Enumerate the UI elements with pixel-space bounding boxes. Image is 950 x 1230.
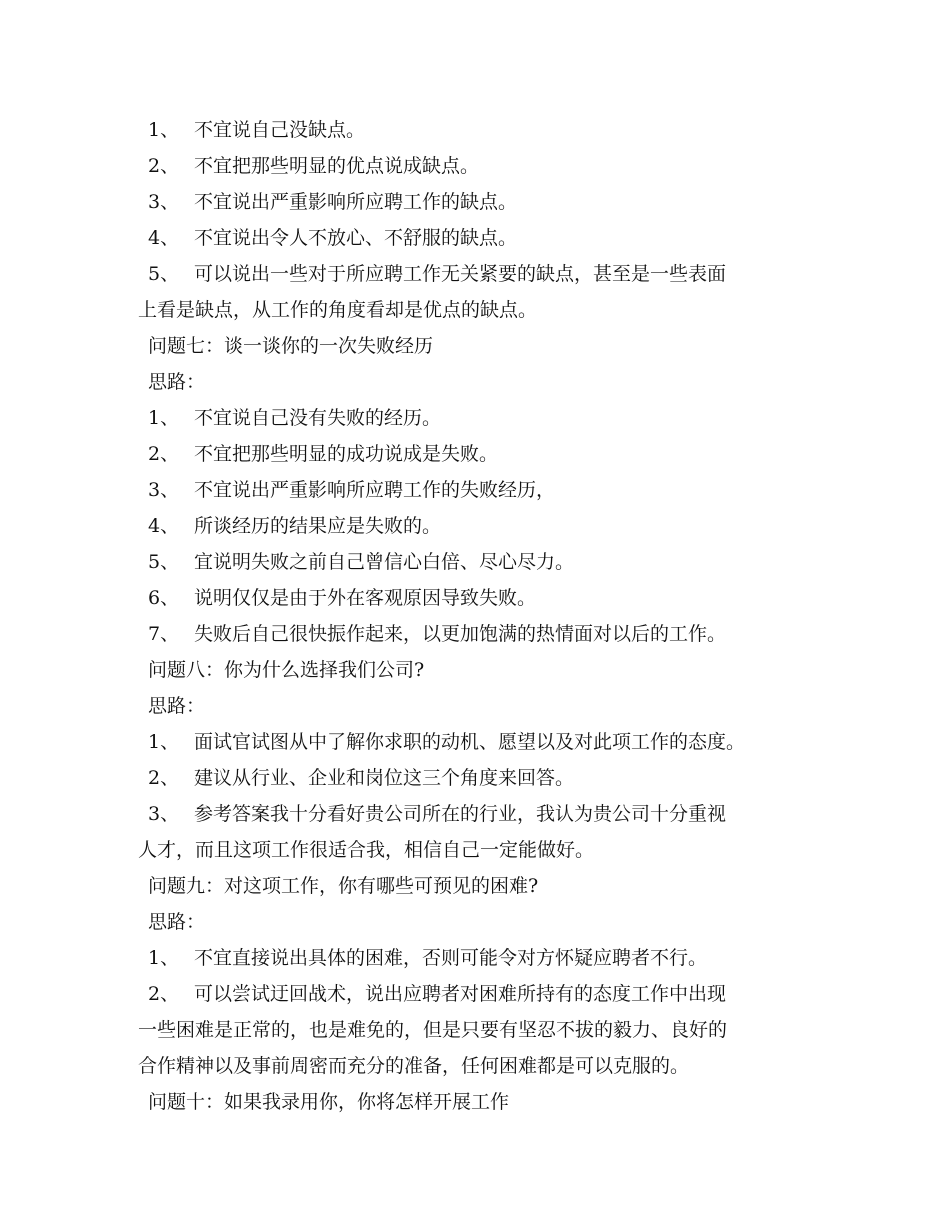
item-number: 6、 xyxy=(148,587,180,609)
item-number: 1、 xyxy=(148,119,180,141)
list-item xyxy=(138,256,828,292)
list-item xyxy=(138,796,828,832)
item-number: 2、 xyxy=(148,983,180,1005)
item-number: 2、 xyxy=(148,767,180,789)
list-item xyxy=(138,400,828,436)
item-text: 所谈经历的结果应是失败的。 xyxy=(194,515,442,537)
item-text: 不宜说出严重影响所应聘工作的缺点。 xyxy=(194,191,518,213)
list-item xyxy=(138,544,828,580)
item-text: 不宜把那些明显的优点说成缺点。 xyxy=(194,155,480,177)
item-text: 不宜说自己没有失败的经历。 xyxy=(194,407,442,429)
item-number: 1、 xyxy=(148,731,180,753)
item-text: 失败后自己很快振作起来，以更加饱满的热情面对以后的工作。 xyxy=(194,623,727,645)
item-text: 不宜把那些明显的成功说成是失败。 xyxy=(194,443,499,465)
item-text: 面试官试图从中了解你求职的动机、愿望以及对此项工作的态度。 xyxy=(194,731,746,753)
item-number: 3、 xyxy=(148,803,180,825)
list-item xyxy=(138,940,828,976)
item-text: 参考答案我十分看好贵公司所在的行业，我认为贵公司十分重视 xyxy=(194,803,727,825)
question-heading: 问题八：你为什么选择我们公司? xyxy=(148,659,425,681)
item-text: 建议从行业、企业和岗位这三个角度来回答。 xyxy=(194,767,575,789)
question-heading: 问题十：如果我录用你，你将怎样开展工作 xyxy=(148,1091,510,1113)
list-item xyxy=(138,184,828,220)
list-item xyxy=(138,724,828,760)
item-number: 2、 xyxy=(148,155,180,177)
list-item xyxy=(138,508,828,544)
continuation-line: 一些困难是正常的，也是难免的，但是只要有坚忍不拔的毅力、良好的 xyxy=(138,1019,728,1041)
list-item xyxy=(138,220,828,256)
approach-label: 思路： xyxy=(148,695,206,717)
item-number: 2、 xyxy=(148,443,180,465)
item-number: 5、 xyxy=(148,263,180,285)
item-number: 5、 xyxy=(148,551,180,573)
list-item xyxy=(138,580,828,616)
item-text: 不宜直接说出具体的困难，否则可能令对方怀疑应聘者不行。 xyxy=(194,947,708,969)
item-text: 说明仅仅是由于外在客观原因导致失败。 xyxy=(194,587,537,609)
item-text: 不宜说出令人不放心、不舒服的缺点。 xyxy=(194,227,518,249)
list-item xyxy=(138,472,828,508)
item-text: 可以尝试迂回战术，说出应聘者对困难所持有的态度工作中出现 xyxy=(194,983,727,1005)
question-heading: 问题九：对这项工作，你有哪些可预见的困难? xyxy=(148,875,539,897)
item-number: 7、 xyxy=(148,623,180,645)
approach-label: 思路： xyxy=(148,911,206,933)
continuation-line: 合作精神以及事前周密而充分的准备，任何困难都是可以克服的。 xyxy=(138,1055,690,1077)
item-number: 3、 xyxy=(148,479,180,501)
list-item xyxy=(138,112,828,148)
list-item xyxy=(138,616,828,652)
continuation-line: 上看是缺点，从工作的角度看却是优点的缺点。 xyxy=(138,299,538,321)
item-number: 1、 xyxy=(148,947,180,969)
item-text: 不宜说出严重影响所应聘工作的失败经历， xyxy=(194,479,556,501)
list-item xyxy=(138,436,828,472)
item-text: 宜说明失败之前自己曾信心白倍、尽心尽力。 xyxy=(194,551,575,573)
list-item xyxy=(138,760,828,796)
item-number: 1、 xyxy=(148,407,180,429)
approach-label: 思路： xyxy=(148,371,206,393)
question-heading: 问题七：谈一谈你的一次失败经历 xyxy=(148,335,434,357)
list-item xyxy=(138,148,828,184)
item-text: 不宜说自己没缺点。 xyxy=(194,119,366,141)
item-number: 3、 xyxy=(148,191,180,213)
document-body xyxy=(138,112,828,1120)
continuation-line: 人才，而且这项工作很适合我，相信自己一定能做好。 xyxy=(138,839,595,861)
list-item xyxy=(138,976,828,1012)
item-text: 可以说出一些对于所应聘工作无关紧要的缺点，甚至是一些表面 xyxy=(194,263,727,285)
item-number: 4、 xyxy=(148,515,180,537)
item-number: 4、 xyxy=(148,227,180,249)
